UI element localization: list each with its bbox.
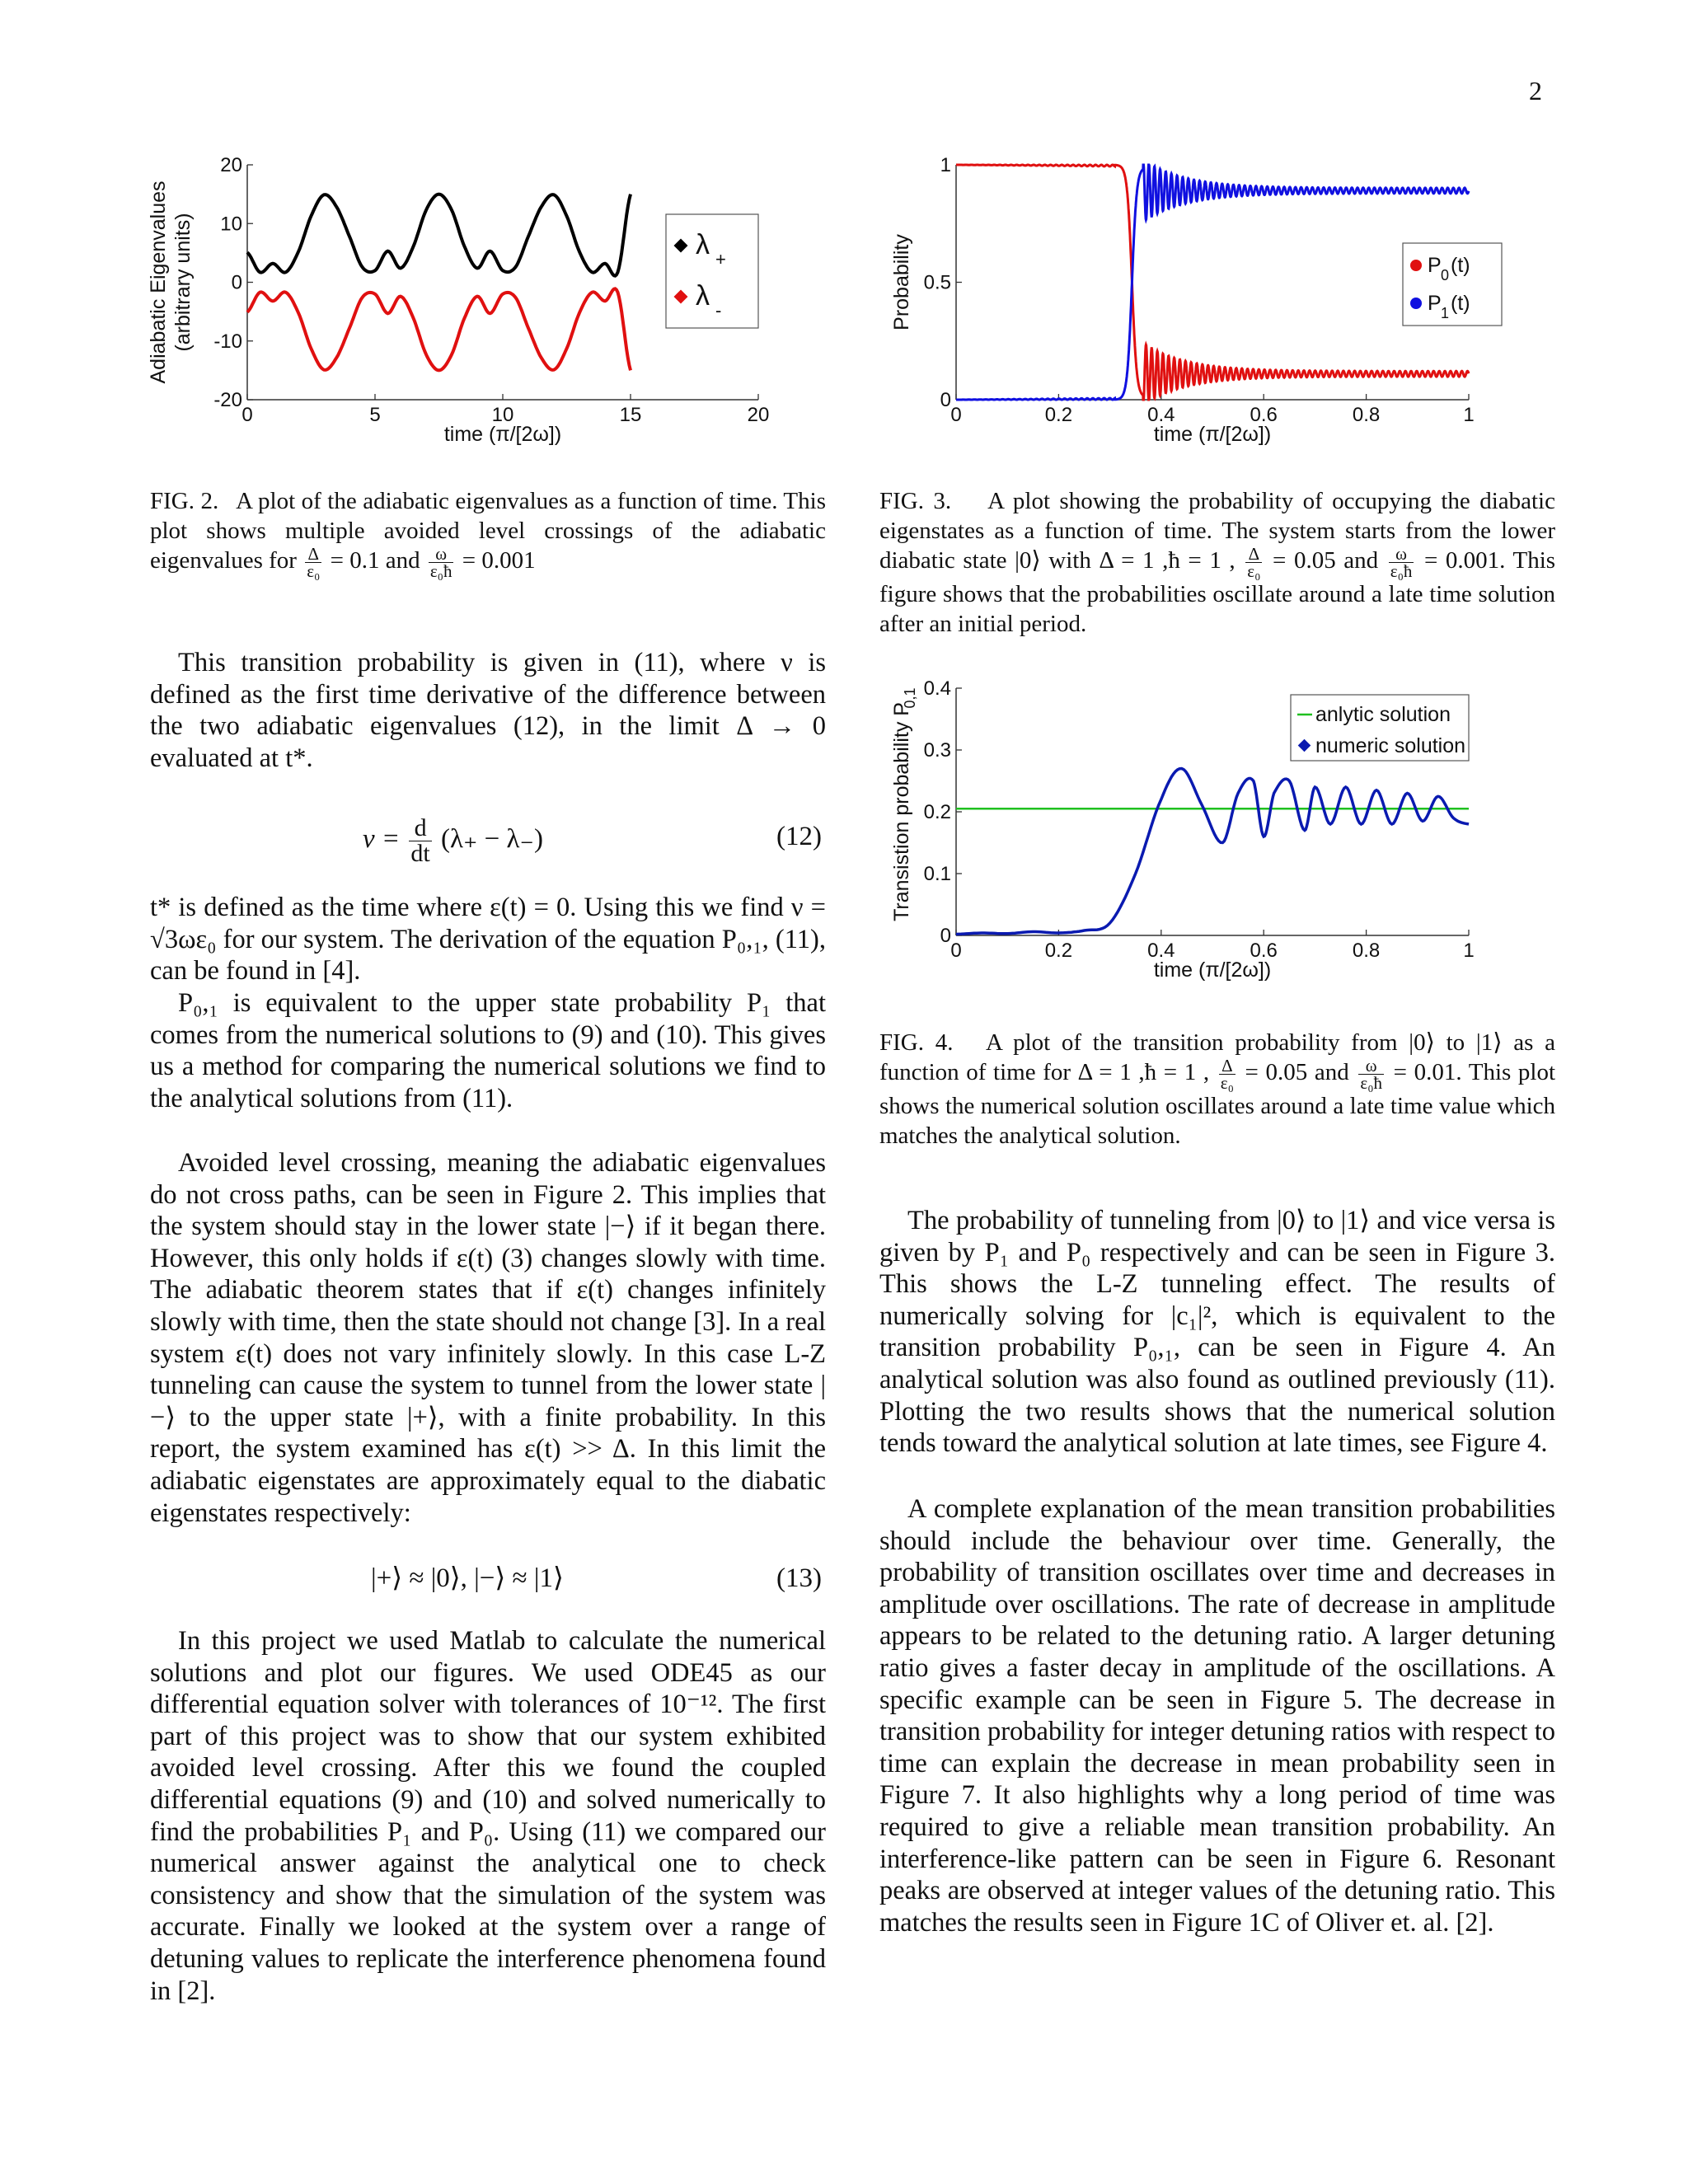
- y-tick-label: 0: [940, 389, 951, 411]
- paragraph: In this project we used Matlab to calculate the numerical solutions and plot our figures. We used ODE45 as our differential equation solver with tolerances of 10⁻¹². The first part of this project was to show that our system exhibited avoided level crossing. After this we found the coupled differential equations (9) and (10) and solved numerically to find the probabilities P₁ and P₀. Using (11) we compared our numerical answer against the analytical one to check consistency and show that the simulation of the system was accurate. Finally we looked at the system over a range of detuning values to replicate the interference phenomena found in [2].: [150, 1626, 826, 2006]
- paragraph: Avoided level crossing, meaning the adiabatic eigenvalues do not cross paths, can be seen in Figure 2. This implies that the system should stay in the lower state |−⟩ if it began there. However, this only holds if ε(t) (3) changes slowly with time. The adiabatic theorem states that if ε(t) changes infinitely slowly with time, then the state should not change [3]. In a real system ε(t) does not vary infinitely slowly. In this case L-Z tunneling can cause the system to tunnel from the lower state |−⟩ to the upper state |+⟩, with a finite probability. In this report, the system examined has ε(t) >> Δ. In this limit the adiabatic eigenstates are approximately equal to the diabatic eigenstates respectively:: [150, 1148, 826, 1528]
- paragraph: t* is defined as the time where ε(t) = 0. Using this we find ν = √3ωε₀ for our system. The derivation of the equation P₀,₁, (11), can be found in [4].: [150, 893, 826, 987]
- y-tick-label: 10: [220, 213, 242, 236]
- numeric-solution-line: [956, 769, 1469, 935]
- y-axis-label: Transistion probability P: [890, 702, 913, 921]
- x-axis-label: time (π/[2ω]): [1153, 958, 1272, 982]
- x-tick-label: 0.8: [1352, 404, 1381, 426]
- legend-label-sub: 1: [1441, 305, 1450, 321]
- y-tick-label: -10: [213, 330, 242, 353]
- y-tick-label: 0.2: [923, 801, 951, 823]
- legend-box: [666, 214, 758, 328]
- x-tick-label: 0: [950, 940, 962, 962]
- y-axis-label-sub: 0,1: [902, 687, 918, 709]
- legend-label: λ: [696, 229, 710, 260]
- series-line-λ-: [247, 288, 631, 370]
- series-line-λ+: [247, 194, 631, 276]
- figure-4-chart: [890, 677, 1517, 1001]
- legend-marker: [1410, 298, 1422, 309]
- x-tick-label: 10: [491, 404, 514, 426]
- caption-text: = 0.1 and: [330, 547, 420, 574]
- x-tick-label: 0.4: [1147, 404, 1175, 426]
- y-axis-label: (arbitrary units): [171, 213, 195, 352]
- x-tick-label: 0.4: [1147, 940, 1175, 962]
- figure-3-caption: FIG. 3. A plot showing the probability of occupying the diabatic eigenstates as a function of time. The system starts from the lower diabatic state |0⟩ with Δ = 1 ,ħ = 1 , $\frac{\Delta}{\text{ε₀}}$ = 0.05 and $\frac{\omega}{\text{ε₀ħ}}$ = 0.001. This figure shows that the probabilities oscillate around a late time solution after an initial period.: [879, 488, 1556, 637]
- y-tick-label: 20: [220, 154, 242, 176]
- page-number: 2: [1529, 76, 1542, 105]
- legend-label-tail: (t): [1451, 292, 1470, 315]
- x-tick-label: 1: [1463, 404, 1475, 426]
- x-tick-label: 0.2: [1044, 940, 1073, 962]
- x-tick-label: 0.2: [1044, 404, 1073, 426]
- paragraph: The probability of tunneling from |0⟩ to |1⟩ and vice versa is given by P₁ and P₀ respectively and can be seen in Figure 3. This shows the L-Z tunneling effect. The results of numerically solving for |c₁|², which is equivalent to the transition probability P₀,₁, can be seen in Figure 4. An analytical solution was also found as outlined previously (11). Plotting the two results shows that the numerical solution tends toward the analytical solution at late times, see Figure 4.: [879, 1206, 1555, 1459]
- legend-marker: [1410, 260, 1422, 271]
- fraction: $\frac{\omega}{\text{ε₀ħ}}$: [429, 544, 452, 581]
- caption-text: A plot of the adiabatic eigenvalues as a function of time. This plot shows multiple avoided level crossings of the adiabatic eigenvalues for: [150, 488, 826, 574]
- figure-2-caption: [150, 486, 826, 579]
- figure-2-chart: [147, 154, 808, 453]
- equation-12: ν = $\frac{d}{dt}$ (λ₊ − λ₋): [363, 814, 543, 867]
- equation-number: (12): [776, 822, 822, 851]
- x-tick-label: 5: [369, 404, 381, 426]
- caption-text: = 0.001: [462, 547, 536, 574]
- caption-label: FIG. 2.: [150, 488, 219, 514]
- series-line-P0(t): [956, 165, 1469, 400]
- y-axis-label: Probability: [890, 234, 913, 330]
- x-tick-label: 0: [950, 404, 962, 426]
- y-tick-label: 0: [231, 271, 242, 294]
- figure-4-caption: FIG. 4. A plot of the transition probability from |0⟩ to |1⟩ as a function of time for Δ = 1 ,ħ = 1 , $\frac{\Delta}{\text{ε₀}}$ = 0.05 and $\frac{\omega}{\text{ε₀ħ}}$ = 0.01. This plot shows the numerical solution oscillates around a late time value which matches the analytical solution.: [879, 1029, 1556, 1149]
- y-tick-label: 1: [940, 154, 951, 176]
- figure-3-chart: [890, 154, 1517, 453]
- y-tick-label: 0.5: [923, 271, 951, 294]
- x-tick-label: 0: [241, 404, 253, 426]
- y-tick-label: 0.3: [923, 739, 951, 762]
- x-axis-label: time (π/[2ω]): [1153, 423, 1272, 446]
- legend-label-sub: -: [715, 300, 722, 321]
- y-tick-label: -20: [213, 389, 242, 411]
- x-tick-label: 20: [747, 404, 770, 426]
- legend-label: P: [1428, 292, 1442, 315]
- legend-label-sub: 0: [1441, 267, 1450, 284]
- paragraph: This transition probability is given in (11), where ν is defined as the first time derivative of the difference between the two adiabatic eigenvalues (12), in the limit Δ → 0 evaluated at t*.: [150, 648, 826, 773]
- series-line-P1(t): [956, 165, 1469, 400]
- legend-label: anlytic solution: [1315, 703, 1451, 726]
- y-axis-label: Adiabatic Eigenvalues: [147, 180, 170, 384]
- paragraph: P₀,₁ is equivalent to the upper state probability P₁ that comes from the numerical solutions to (9) and (10). This gives us a method for comparing the numerical solutions we find to the analytical solutions from (11).: [150, 988, 826, 1113]
- fraction: $\frac{\Delta}{\text{ε₀}}$: [307, 544, 321, 581]
- equation-number: (13): [776, 1563, 822, 1593]
- legend-label-tail: (t): [1451, 254, 1470, 277]
- x-tick-label: 0.6: [1250, 404, 1278, 426]
- y-tick-label: 0.1: [923, 863, 951, 885]
- x-tick-label: 1: [1463, 940, 1475, 962]
- legend-label: λ: [696, 280, 710, 312]
- x-axis-label: time (π/[2ω]): [443, 423, 562, 446]
- y-tick-label: 0.4: [923, 677, 951, 700]
- x-tick-label: 0.6: [1250, 940, 1278, 962]
- legend-label: numeric solution: [1315, 734, 1466, 757]
- legend-label: P: [1428, 254, 1442, 277]
- equation-13: |+⟩ ≈ |0⟩, |−⟩ ≈ |1⟩: [371, 1563, 564, 1593]
- x-tick-label: 0.8: [1352, 940, 1381, 962]
- legend-label-sub: +: [715, 249, 726, 269]
- y-tick-label: 0: [940, 925, 951, 947]
- paragraph: A complete explanation of the mean transition probabilities should include the behaviour over time. Generally, the probability of transition oscillates over time and decreases in amplitude over oscillations. The rate of decrease in amplitude appears to be related to the detuning ratio. A larger detuning ratio gives a faster decay in amplitude of the oscillations. A specific example can be seen in Figure 5. The decrease in transition probability for integer detuning ratios with respect to time can explain the decrease in mean probability seen in Figure 7. It also highlights why a long period of time was required to give a reliable mean transition probability. An interference-like pattern can be seen in Figure 6. Resonant peaks are observed at integer values of the detuning ratio. This matches the results seen in Figure 1C of Oliver et. al. [2].: [879, 1494, 1555, 1938]
- x-tick-label: 15: [619, 404, 642, 426]
